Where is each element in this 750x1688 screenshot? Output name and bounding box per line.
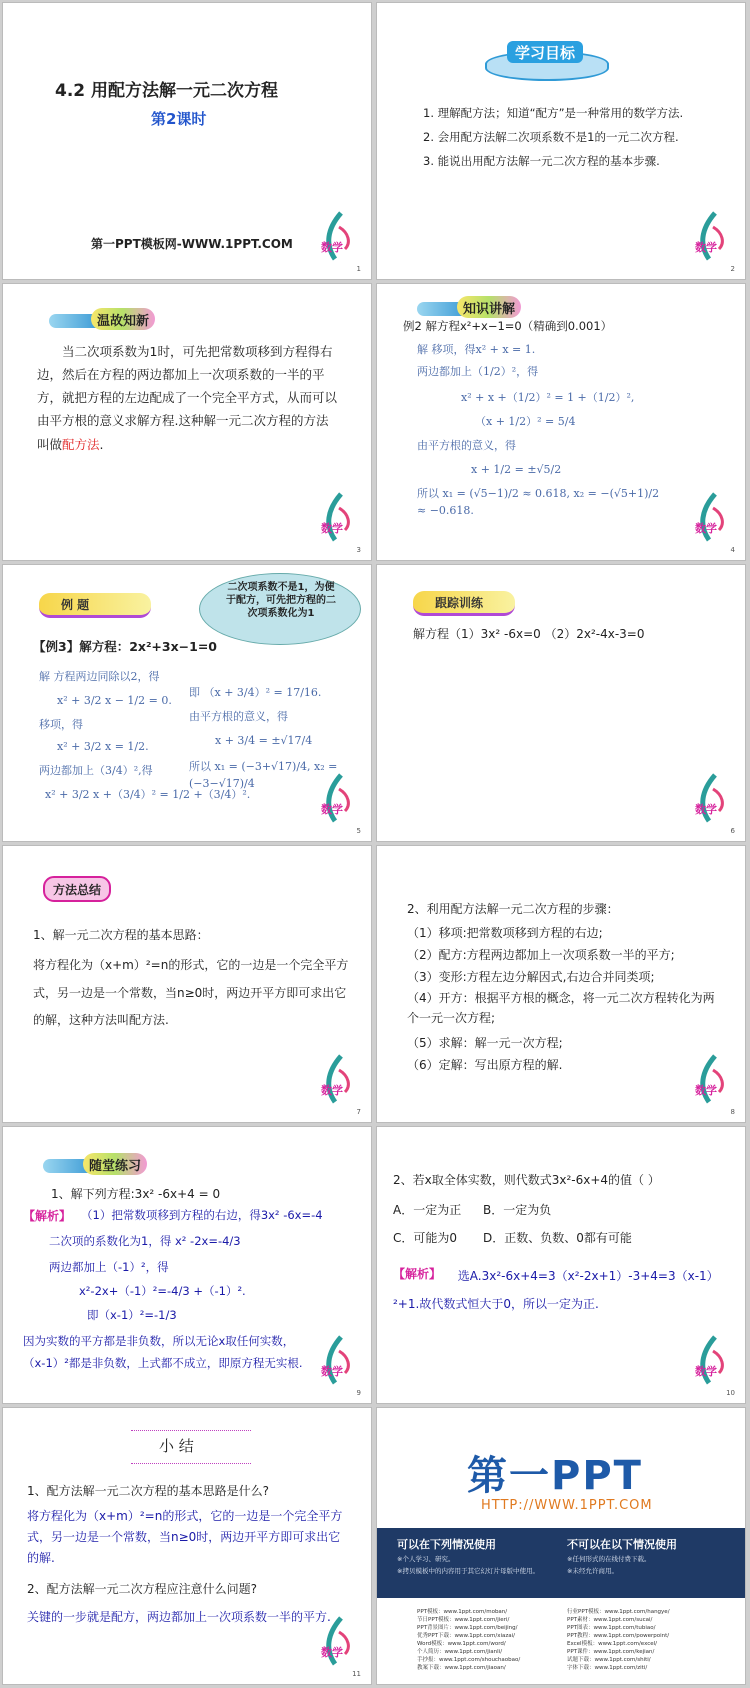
slide-number: 2: [730, 265, 735, 273]
slide-number: 3: [356, 546, 361, 554]
slide-8[interactable]: [376, 845, 746, 1123]
goal-item: 3. 能说出用配方法解一元二次方程的基本步骤.: [423, 154, 660, 168]
logo-text: 数学: [695, 1365, 717, 1378]
math-logo: [319, 209, 359, 265]
analysis-line: 因为实数的平方都是非负数，所以无论x取任何实数，: [23, 1334, 295, 1348]
mc-option: C．可能为0: [393, 1231, 458, 1245]
logo-text: 数学: [321, 1084, 343, 1097]
slide-number: 8: [730, 1108, 735, 1116]
slide-7[interactable]: [2, 845, 372, 1123]
link-item[interactable]: PPT背景图片：www.1ppt.com/beijing/: [417, 1625, 518, 1631]
slide-12[interactable]: [376, 1407, 746, 1685]
math-logo: [693, 1333, 733, 1389]
practice-text: 解方程（1）3x² -6x=0 （2）2x²-4x-3=0: [413, 627, 645, 641]
step-item: （4）开方：根据平方根的概念，将一元二次方程转化为两个一元一次方程;: [407, 991, 715, 1026]
math-logo: [693, 490, 733, 546]
link-item[interactable]: PPT教程：www.1ppt.com/powerpoint/: [567, 1633, 670, 1639]
review-highlight: 配方法: [62, 436, 100, 452]
slide-number: 4: [730, 546, 735, 554]
step-item: （5）求解：解一元一次方程;: [407, 1036, 563, 1050]
review-body: 当二次项系数为1时，可先把常数项移到方程得右边，然后在方程的两边都加上一次项系数的一半的平方，就把方程的左边配成了一个完全平方式，从而可以由平方根的意义求解方程.这种解一元二次方程的方法叫做: [37, 344, 338, 452]
math-logo: [693, 209, 733, 265]
step-item: （6）定解：写出原方程的解.: [407, 1058, 563, 1072]
math-line: 移项，得: [39, 718, 83, 731]
math-logo: [693, 1052, 733, 1108]
example-badge: 例 题: [39, 593, 151, 618]
slide-11[interactable]: [2, 1407, 372, 1685]
math-line: 由平方根的意义，得: [189, 710, 288, 723]
logo-text: 数学: [695, 803, 717, 816]
goal-item: 2. 会用配方法解二次项系数不是1的一元二次方程.: [423, 130, 679, 144]
lecture-badge: 知识讲解: [457, 296, 521, 318]
slide-9[interactable]: [2, 1126, 372, 1404]
logo-text: 数学: [695, 241, 717, 254]
link-item[interactable]: 教案下载：www.1ppt.com/jiaoan/: [417, 1665, 506, 1671]
step-item: （1）移项:把常数项移到方程的右边;: [407, 926, 603, 940]
math-line: 由平方根的意义，得: [417, 439, 516, 452]
mc-answer: 选A.3x²-6x+4=3（x²-2x+1）-3+4=3（x-1）²+1.故代数式恒大于0，所以一定为正.: [393, 1269, 719, 1311]
math-line: x + 3/4 = ±√17/4: [215, 734, 313, 747]
link-item[interactable]: Excel模板：www.1ppt.com/excel/: [567, 1641, 658, 1647]
example-title: 【例3】解方程：2x²+3x−1=0: [33, 639, 218, 654]
practice-badge: 跟踪训练: [413, 591, 515, 616]
slide-5[interactable]: [2, 564, 372, 842]
link-item[interactable]: 个人简历：www.1ppt.com/jianli/: [417, 1649, 503, 1655]
slide-number: 11: [352, 1670, 361, 1678]
can-item: ※拷贝模板中的内容用于其它幻灯片母版中使用。: [397, 1567, 539, 1575]
link-item[interactable]: 手抄报：www.1ppt.com/shouchaobao/: [417, 1657, 521, 1663]
math-logo: [693, 771, 733, 827]
logo-text: 数学: [321, 1646, 343, 1659]
slide-1[interactable]: [2, 2, 372, 280]
math-logo: [319, 490, 359, 546]
link-item[interactable]: Word模板：www.1ppt.com/word/: [417, 1641, 506, 1647]
slide-number: 1: [356, 265, 361, 273]
logo-text: 数学: [321, 803, 343, 816]
link-item[interactable]: 行业PPT模板：www.1ppt.com/hangye/: [567, 1609, 670, 1615]
summary-text: 将方程化为（x+m）²=n的形式，它的一边是一个完全平方式，另一边是一个常数，当n≥0时，两边开平方即可求出它的解，这种方法叫配方法.: [33, 958, 349, 1028]
link-item[interactable]: PPT图表：www.1ppt.com/tubiao/: [567, 1625, 656, 1631]
goal-badge: 学习目标: [507, 41, 583, 63]
logo-text: 数学: [321, 1365, 343, 1378]
steps-heading: 2、利用配方法解一元二次方程的步骤：: [407, 902, 619, 916]
slide-number: 10: [726, 1389, 735, 1397]
summary-heading: 1、解一元二次方程的基本思路：: [33, 928, 209, 942]
link-item[interactable]: PPT模板：www.1ppt.com/moban/: [417, 1609, 508, 1615]
link-item[interactable]: 字体下载：www.1ppt.com/ziti/: [567, 1665, 648, 1671]
link-item[interactable]: 节日PPT模板：www.1ppt.com/jieri/: [417, 1617, 510, 1623]
analysis-line: （x-1）²都是非负数，上式都不成立，即原方程无实根.: [23, 1356, 303, 1370]
math-logo: [319, 1614, 359, 1670]
analysis-line: （1）把常数项移到方程的右边，得3x² -6x=-4: [81, 1208, 323, 1222]
links-right: [567, 1608, 670, 1672]
cannot-title: 不可以在以下情况使用: [567, 1538, 677, 1551]
exercise-badge: 随堂练习: [83, 1153, 147, 1175]
slide-4[interactable]: [376, 283, 746, 561]
analysis-line: x²-2x+（-1）²=-4/3 +（-1）².: [79, 1284, 246, 1298]
math-line: 所以 x₁ = (−3+√17)/4, x₂ = (−3−√17)/4: [189, 760, 338, 790]
link-item[interactable]: 试题下载：www.1ppt.com/shiti/: [567, 1657, 651, 1663]
cannot-item: ※未经允许商用。: [567, 1567, 618, 1575]
math-line: x² + 3/2 x = 1/2.: [57, 740, 149, 753]
review-text: [37, 340, 337, 456]
math-line: （x + 1/2）² = 5/4: [475, 415, 576, 428]
slide-title: 4.2 用配方法解一元二次方程: [55, 81, 279, 101]
step-item: （2）配方:方程两边都加上一次项系数一半的平方;: [407, 948, 675, 962]
math-line: x + 1/2 = ±√5/2: [471, 463, 562, 476]
logo-text: 数学: [695, 1084, 717, 1097]
math-line: x² + 3/2 x +（3/4）² = 1/2 +（3/4）².: [45, 788, 251, 801]
link-item[interactable]: PPT课件：www.1ppt.com/kejian/: [567, 1649, 655, 1655]
math-logo: [319, 1052, 359, 1108]
math-line: 即 （x + 3/4）² = 17/16.: [189, 686, 322, 699]
analysis-line: 二次项的系数化为1，得 x² -2x=-4/3: [49, 1234, 241, 1248]
goal-item: 1. 理解配方法；知道“配方”是一种常用的数学方法.: [423, 106, 684, 120]
slide-3[interactable]: [2, 283, 372, 561]
math-line: x² + x +（1/2）² = 1 +（1/2）²,: [461, 391, 635, 404]
logo-text: 数学: [321, 522, 343, 535]
link-item[interactable]: PPT素材：www.1ppt.com/sucai/: [567, 1617, 653, 1623]
math-logo: [319, 771, 359, 827]
logo-text: 数学: [695, 522, 717, 535]
brand-url[interactable]: HTTP://WWW.1PPT.COM: [481, 1498, 653, 1513]
math-line: 所以 x₁ = (√5−1)/2 ≈ 0.618, x₂ = −(√5+1)/2 ≈ −0.618.: [417, 487, 660, 517]
summary-answer: 将方程化为（x+m）²=n的形式，它的一边是一个完全平方式，另一边是一个常数，当n≥0时，两边开平方即可求出它的解.: [27, 1509, 343, 1565]
link-item[interactable]: 优秀PPT下载：www.1ppt.com/xiazai/: [417, 1633, 516, 1639]
slide-subtitle: 第2课时: [151, 110, 207, 128]
slide-2[interactable]: [376, 2, 746, 280]
can-item: ※个人学习、研究。: [397, 1555, 455, 1563]
math-line: x² + 3/2 x − 1/2 = 0.: [57, 694, 172, 707]
site-label: 第一PPT模板网-WWW.1PPT.COM: [91, 237, 293, 251]
summary-badge: 方法总结: [43, 876, 111, 902]
slide-number: 6: [730, 827, 735, 835]
slide-10[interactable]: [376, 1126, 746, 1404]
analysis-tag: 【解析】: [393, 1267, 442, 1281]
step-item: （3）变形:方程左边分解因式,右边合并同类项;: [407, 970, 655, 984]
logo-text: 数学: [321, 241, 343, 254]
analysis-line: 即（x-1）²=-1/3: [87, 1308, 177, 1322]
mc-option: D．正数、负数、0都有可能: [483, 1231, 632, 1245]
links-left: [417, 1608, 520, 1672]
slide-number: 5: [356, 827, 361, 835]
slide-6[interactable]: [376, 564, 746, 842]
can-title: 可以在下列情况使用: [397, 1538, 496, 1551]
brand-logo: 第一PPT: [467, 1453, 643, 1499]
summary-question: 1、配方法解一元二次方程的基本思路是什么?: [27, 1484, 270, 1498]
cannot-item: ※任何形式的在线付费下载。: [567, 1555, 651, 1563]
slide-number: 7: [356, 1108, 361, 1116]
summary-question: 2、配方法解一元二次方程应注意什么问题?: [27, 1582, 258, 1596]
bubble-text: 二次项系数不是1，为便于配方，可先把方程的二次项系数化为1: [226, 582, 336, 619]
exercise-question: 1、解下列方程:3x² -6x+4 = 0: [51, 1187, 221, 1201]
math-line: 解 移项，得x² + x = 1.: [417, 343, 536, 356]
review-end: .: [99, 436, 104, 452]
analysis-line: 两边都加上（-1）²，得: [49, 1260, 169, 1274]
math-logo: [319, 1333, 359, 1389]
summary-answer: 关键的一步就是配方，两边都加上一次项系数一半的平方.: [27, 1610, 331, 1624]
summary-title: 小 结: [159, 1437, 194, 1455]
mc-option: B．一定为负: [483, 1203, 552, 1217]
math-line: 解 方程两边同除以2，得: [39, 670, 160, 683]
mc-question: 2、若x取全体实数，则代数式3x²-6x+4的值（ ）: [393, 1173, 660, 1187]
slide-number: 9: [356, 1389, 361, 1397]
analysis-tag: 【解析】: [23, 1209, 72, 1223]
example-title: 例2 解方程x²+x−1=0（精确到0.001）: [403, 319, 613, 333]
math-line: 两边都加上（1/2）²，得: [417, 365, 539, 378]
mc-option: A．一定为正: [393, 1203, 462, 1217]
review-badge: 温故知新: [91, 308, 155, 330]
math-line: 两边都加上（3/4）²,得: [39, 764, 153, 777]
